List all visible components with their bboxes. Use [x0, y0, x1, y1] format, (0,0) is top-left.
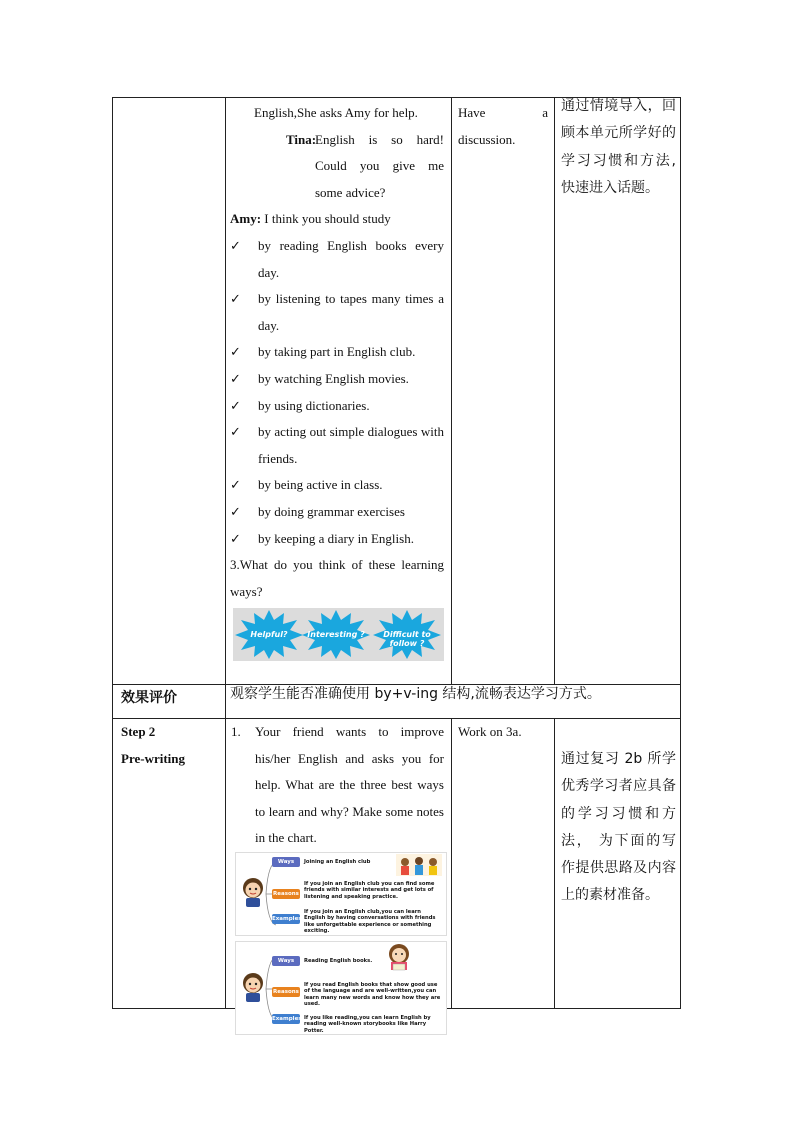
- checkmark-icon: ✓: [230, 291, 241, 307]
- way-item: [230, 499, 444, 526]
- reasons-tag: Reasons: [273, 989, 299, 995]
- way-item: [230, 233, 444, 286]
- tina-speech: English is so hard! Could you give me some advice?: [315, 131, 444, 200]
- evaluation-text: 观察学生能否准确使用 by+v-ing 结构,流畅表达学习方式。: [230, 686, 601, 702]
- ways-list: [230, 233, 444, 552]
- examples-tag: Examples: [272, 1016, 302, 1022]
- table-border-left: [112, 97, 113, 1009]
- way-text: by taking part in English club.: [258, 344, 416, 360]
- way-text: by watching English movies.: [258, 370, 409, 386]
- way-item: [230, 526, 444, 553]
- question-bursts-image: [233, 608, 444, 661]
- step2-title: Step 2: [121, 724, 156, 739]
- checkmark-icon: ✓: [230, 477, 241, 493]
- purpose-row1: 通过情境导入，回顾本单元所学好的学习习惯和方法,快速进入话题。: [561, 98, 676, 196]
- question-text: 3.What do you think of these learning ways?: [230, 557, 444, 599]
- table-border-right: [680, 97, 681, 1009]
- reasons-tag: Reasons: [273, 891, 299, 897]
- checkmark-icon: ✓: [230, 530, 241, 546]
- mindmap-way-text: Joining an English club: [304, 859, 371, 865]
- student-boy-icon: [239, 972, 267, 1002]
- way-text: by reading English books every day.: [258, 237, 444, 280]
- way-text: by using dictionaries.: [258, 397, 370, 413]
- way-text: by acting out simple dialogues with friends.: [258, 424, 444, 466]
- ways-tag: Ways: [272, 857, 300, 867]
- way-item: [230, 339, 444, 366]
- mindmap-example-text: If you join an English club,you can learn English by having conversations with friends like unforgettable experience or something exciting.: [304, 909, 436, 934]
- way-item: [230, 366, 444, 393]
- activity-discussion: Have a discussion.: [458, 105, 548, 147]
- checkmark-icon: ✓: [230, 370, 241, 386]
- speaker-amy: Amy:: [230, 211, 262, 227]
- table-col-divider-1: [225, 97, 226, 1009]
- dialogue-amy-line: [230, 206, 444, 233]
- way-item: [230, 286, 444, 339]
- way-text: by being active in class.: [258, 477, 383, 493]
- checkmark-icon: ✓: [230, 344, 241, 360]
- burst-interesting-label: Interesting ?: [307, 630, 365, 639]
- burst-helpful-label: Helpful?: [250, 630, 288, 639]
- mindmap-example-text: If you like reading,you can learn English by reading well-known storybooks like Harry Potter.: [304, 1015, 431, 1034]
- checkmark-icon: ✓: [230, 237, 241, 253]
- burst-difficult-label: Difficult to follow ?: [383, 629, 431, 648]
- table-col-divider-2b: [451, 718, 452, 1009]
- task-number: 1.: [231, 724, 241, 739]
- purpose-step2: 通过复习 2b 所学优秀学习者应具备的学习习惯和方法， 为下面的写作提供思路及内容上的素材准备。: [561, 751, 676, 904]
- student-boy-icon: [239, 877, 267, 907]
- dialogue-block: [230, 100, 444, 605]
- burst-interesting: [302, 610, 370, 659]
- table-col-divider-3b: [554, 718, 555, 1009]
- speaker-tina: Tina:: [286, 131, 317, 147]
- mindmap-image-1: [235, 852, 447, 936]
- way-text: by doing grammar exercises: [258, 503, 405, 519]
- dialogue-intro: English,She asks Amy for help.: [254, 105, 418, 120]
- way-text: by keeping a diary in English.: [258, 530, 414, 546]
- dialogue-tina-line: [230, 127, 444, 207]
- club-people-icon: [396, 854, 442, 876]
- table-col-divider-2: [451, 97, 452, 684]
- amy-speech: I think you should study: [264, 211, 391, 227]
- way-text: by listening to tapes many times a day.: [258, 291, 444, 333]
- girl-reading-icon: [384, 942, 414, 972]
- evaluation-label: 效果评价: [121, 690, 177, 706]
- checkmark-icon: ✓: [230, 503, 241, 519]
- mindmap-reason-text: If you read English books that show good use of the language and are well-written,you can learn many new words and know how they are used.: [304, 982, 441, 1007]
- mindmap-way-text: Reading English books.: [304, 958, 373, 964]
- checkmark-icon: ✓: [230, 397, 241, 413]
- task-text: Your friend wants to improve his/her English and asks you for help. What are the three best ways to learn and why? Make some notes in the chart.: [255, 724, 444, 846]
- burst-difficult: [373, 610, 441, 659]
- checkmark-icon: ✓: [230, 424, 241, 440]
- table-col-divider-3: [554, 97, 555, 684]
- mindmap-reason-text: If you join an English club you can find some friends with similar interests and get lots of listening and speaking practice.: [304, 881, 435, 900]
- step2-subtitle: Pre-writing: [121, 751, 186, 766]
- burst-helpful: [235, 610, 303, 659]
- ways-tag: Ways: [272, 956, 300, 966]
- activity-work-3a: Work on 3a.: [458, 724, 522, 739]
- way-item: [230, 393, 444, 420]
- way-item: [230, 472, 444, 499]
- step2-task: [231, 719, 444, 852]
- way-item: [230, 419, 444, 472]
- mindmap-image-2: [235, 941, 447, 1035]
- examples-tag: Examples: [272, 916, 302, 922]
